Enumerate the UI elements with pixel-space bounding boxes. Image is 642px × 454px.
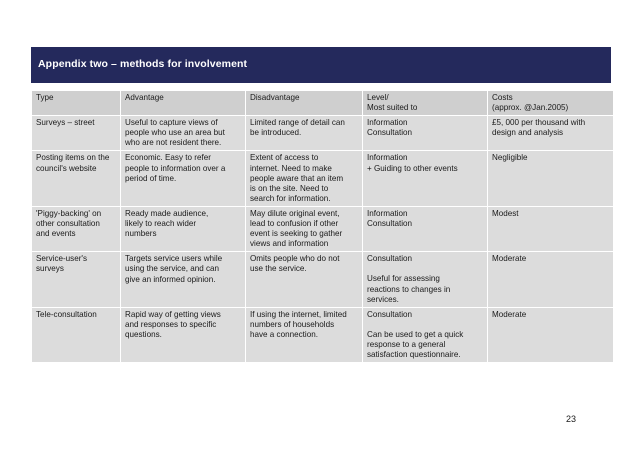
cell-text-line: using the service, and can (125, 264, 220, 274)
cell-disadvantage (246, 252, 363, 307)
cell-text-line: give an informed opinion. (125, 274, 216, 284)
table-row (32, 252, 614, 307)
cell-text-line: Targets service users while (125, 254, 223, 264)
cell-text-line: Most suited to (367, 103, 418, 113)
cell-text-line: design and analysis (492, 128, 564, 138)
cell-text-line: Costs (492, 93, 513, 102)
header-advantage (121, 91, 246, 116)
cell-text-line: be introduced. (250, 128, 302, 138)
cell-advantage (121, 252, 246, 307)
header-costs (488, 91, 614, 116)
cell-text-line: Modest (492, 208, 519, 218)
cell-text-line: reactions to changes in (367, 284, 451, 294)
cell-text-line: services. (367, 294, 399, 304)
cell-costs (488, 116, 614, 151)
cell-text-line: lead to confusion if other (250, 219, 339, 229)
cell-costs (488, 307, 614, 362)
cell-text-line: 'Piggy-backing' on (36, 208, 102, 218)
header-level (363, 91, 488, 116)
cell-text-line: period of time. (125, 173, 177, 183)
cell-text-line: Surveys – street (36, 118, 95, 128)
table-row (32, 307, 614, 362)
cell-text-line: Omits people who do not (250, 254, 340, 264)
cell-text-line: Consultation (367, 219, 412, 229)
cell-advantage (121, 307, 246, 362)
cell-advantage (121, 151, 246, 206)
cell-text-line: Type (36, 93, 54, 102)
cell-text-line: Useful to capture views of (125, 118, 218, 128)
cell-text-line: (approx. @Jan.2005) (492, 103, 569, 113)
cell-costs (488, 151, 614, 206)
table-row (32, 206, 614, 251)
cell-text-line: numbers (125, 229, 157, 239)
cell-level (363, 151, 488, 206)
cell-text-line: response to a general (367, 339, 446, 349)
cell-text-line: £5, 000 per thousand with (492, 118, 586, 128)
cell-text-line: Service-user's (36, 254, 88, 264)
cell-text-line: Information (367, 153, 408, 163)
cell-text-line: search for information. (250, 193, 331, 203)
cell-text-line: Level/ (367, 93, 389, 102)
cell-level (363, 206, 488, 251)
cell-text-line: surveys (36, 264, 64, 274)
cell-text-line: Extent of access to (250, 153, 319, 163)
page-title: Appendix two – methods for involvement (38, 58, 248, 70)
cell-text-line: internet. Need to make (250, 163, 332, 173)
cell-text-line: Moderate (492, 254, 527, 264)
cell-text-line: Consultation (367, 128, 412, 138)
cell-text-line: views and information (250, 239, 329, 249)
cell-text-line: other consultation (36, 219, 100, 229)
cell-text-line: people aware that an item (250, 173, 344, 183)
cell-text-line: Consultation (367, 309, 412, 319)
cell-disadvantage (246, 206, 363, 251)
cell-disadvantage (246, 307, 363, 362)
cell-text-line: Can be used to get a quick (367, 329, 464, 339)
cell-type (32, 151, 121, 206)
cell-text-line: If using the internet, limited (250, 309, 347, 319)
title-banner (31, 47, 611, 83)
cell-text-line: Consultation (367, 254, 412, 264)
cell-text-line: Economic. Easy to refer (125, 153, 211, 163)
cell-level (363, 116, 488, 151)
cell-text-line: numbers of households (250, 319, 335, 329)
cell-text-line: people who use an area but (125, 128, 225, 138)
cell-text-line: Disadvantage (250, 93, 300, 102)
cell-text-line: Negligible (492, 153, 528, 163)
header-disadvantage (246, 91, 363, 116)
table-row (32, 151, 614, 206)
cell-text-line: Moderate (492, 309, 527, 319)
cell-text-line: and events (36, 229, 76, 239)
table-row (32, 116, 614, 151)
cell-text-line: who are not resident there. (125, 138, 222, 148)
table-header-row (32, 91, 614, 116)
cell-text-line: Ready made audience, (125, 208, 209, 218)
cell-disadvantage (246, 116, 363, 151)
cell-text-line: people to information over a (125, 163, 226, 173)
cell-text-line: Advantage (125, 93, 164, 102)
cell-type (32, 116, 121, 151)
cell-costs (488, 206, 614, 251)
cell-text-line: use the service. (250, 264, 307, 274)
paragraph-gap (367, 264, 483, 274)
cell-text-line: is on the site. Need to (250, 183, 329, 193)
cell-text-line: Limited range of detail can (250, 118, 345, 128)
cell-type (32, 307, 121, 362)
cell-text-line: satisfaction questionnaire. (367, 349, 461, 359)
cell-text-line: event is seeking to gather (250, 229, 343, 239)
cell-costs (488, 252, 614, 307)
cell-text-line: Information (367, 118, 408, 128)
cell-advantage (121, 116, 246, 151)
cell-text-line: have a connection. (250, 329, 318, 339)
cell-text-line: likely to reach wider (125, 219, 197, 229)
cell-type (32, 252, 121, 307)
cell-advantage (121, 206, 246, 251)
cell-text-line: Useful for assessing (367, 274, 440, 284)
cell-type (32, 206, 121, 251)
cell-text-line: + Guiding to other events (367, 163, 458, 173)
cell-text-line: questions. (125, 329, 162, 339)
cell-level (363, 252, 488, 307)
cell-text-line: May dilute original event, (250, 208, 340, 218)
cell-text-line: Tele-consultation (36, 309, 97, 319)
paragraph-gap (367, 320, 483, 330)
cell-text-line: Rapid way of getting views (125, 309, 221, 319)
cell-text-line: Posting items on the (36, 153, 110, 163)
cell-text-line: council's website (36, 163, 97, 173)
cell-text-line: Information (367, 208, 408, 218)
methods-table (31, 90, 614, 363)
page-number: 23 (566, 414, 577, 424)
cell-text-line: and responses to specific (125, 319, 217, 329)
cell-level (363, 307, 488, 362)
cell-disadvantage (246, 151, 363, 206)
header-type (32, 91, 121, 116)
